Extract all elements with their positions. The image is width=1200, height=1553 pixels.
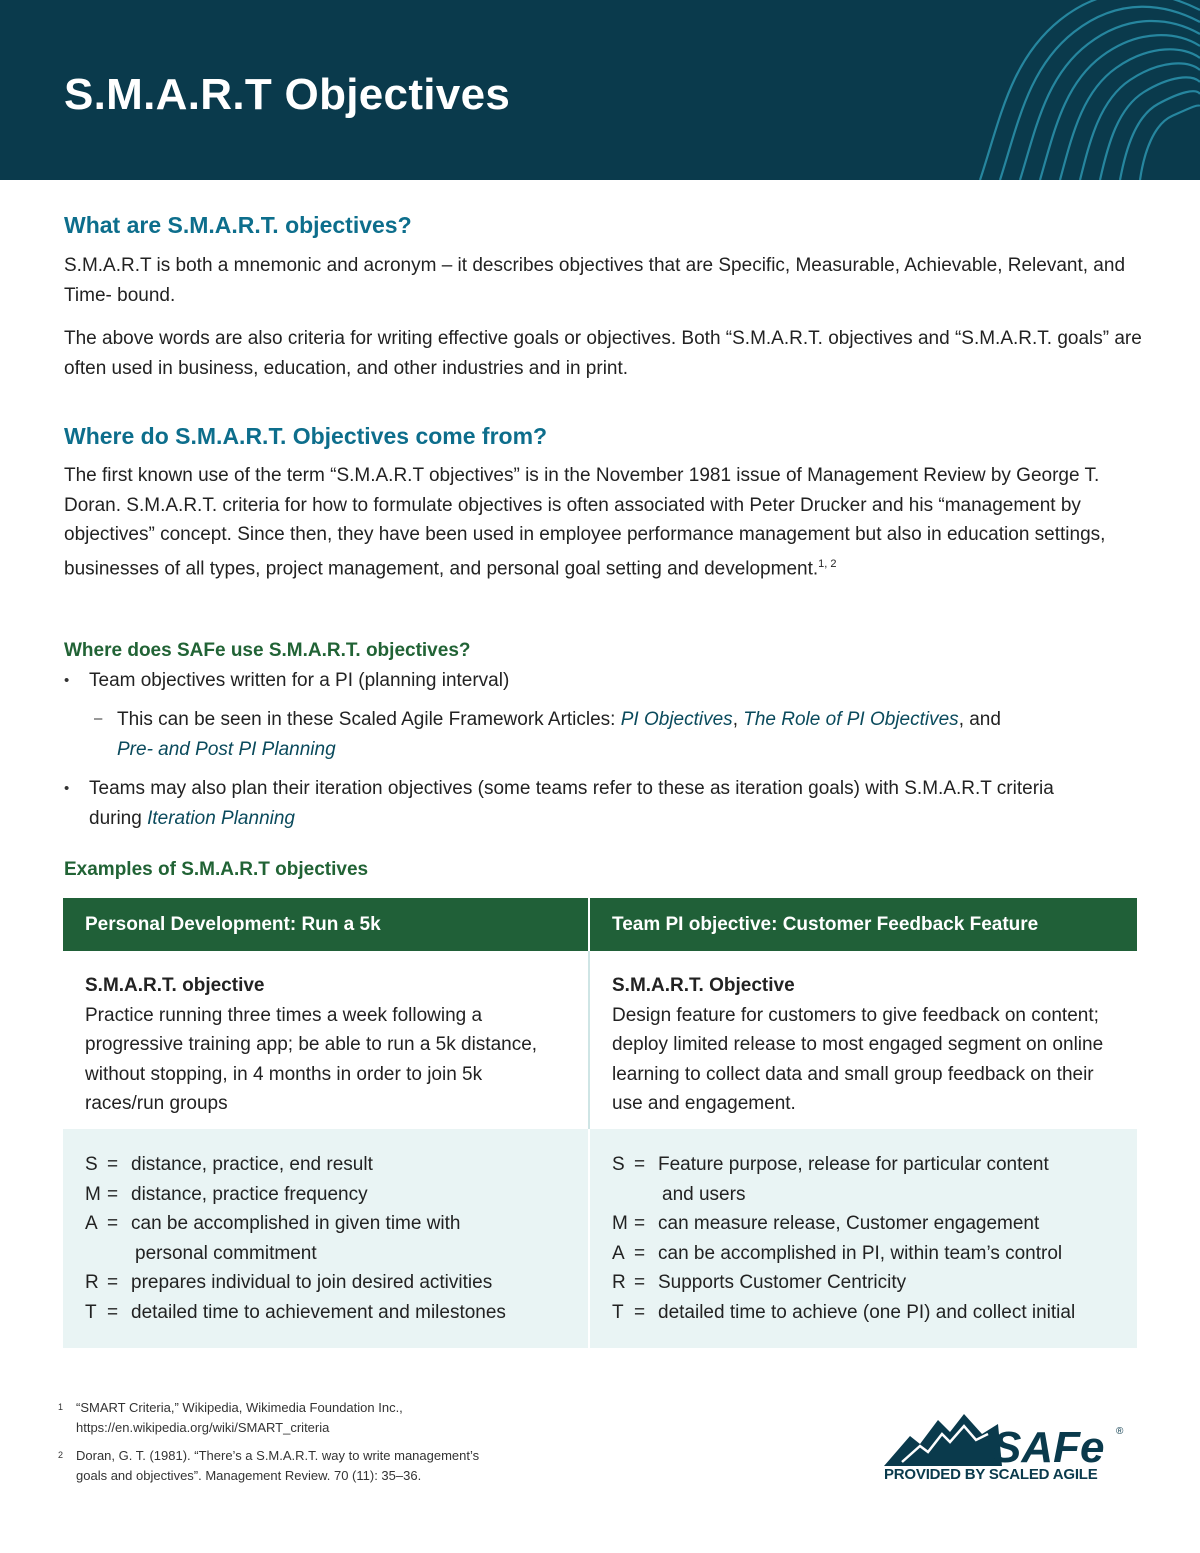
equals-sign: = <box>634 1154 646 1175</box>
sub-bullet-item <box>117 705 1127 764</box>
origin-text: The first known use of the term “S.M.A.R.T objectives” is in the November 1981 issue of Management Review by George T. Doran. S.M.A.R.T. criteria for how to formulate objectives is often associated with Peter Drucker and his “management by objectives” concept. Since then, they have been used in employee performance management but also in education settings, businesses of all types, project management, and personal goal setting and development. <box>64 465 1106 579</box>
objective-label: S.M.A.R.T. Objective <box>612 975 795 996</box>
bullet-mark: • <box>64 672 70 689</box>
criteria-text: distance, practice, end result <box>131 1154 373 1175</box>
criteria-cell-personal <box>63 1129 588 1348</box>
column-divider <box>588 1129 590 1348</box>
criteria-row <box>85 1298 568 1328</box>
equals-sign: = <box>634 1272 646 1293</box>
criteria-row <box>85 1150 568 1180</box>
equals-sign: = <box>634 1301 646 1323</box>
criteria-letter: M <box>85 1183 101 1205</box>
equals-sign: = <box>107 1183 119 1205</box>
criteria-letter: M <box>612 1213 628 1234</box>
footnote-number: 2 <box>58 1450 64 1460</box>
bullet-item: Team objectives written for a PI (planning interval) <box>89 670 510 691</box>
equals-sign: = <box>634 1213 646 1234</box>
criteria-row <box>85 1180 568 1210</box>
equals-sign: = <box>634 1242 646 1264</box>
column-header-team: Team PI objective: Customer Feedback Feature <box>590 898 1137 951</box>
examples-heading: Examples of S.M.A.R.T objectives <box>64 859 369 880</box>
criteria-text: can be accomplished in PI, within team’s control <box>658 1242 1063 1264</box>
svg-text:SAFe: SAFe <box>992 1423 1105 1470</box>
column-header-personal: Personal Development: Run a 5k <box>63 898 588 951</box>
footnote-number: 1 <box>58 1402 64 1412</box>
objective-label: S.M.A.R.T. objective <box>85 975 265 996</box>
separator: , <box>732 709 744 730</box>
equals-sign: = <box>107 1213 119 1234</box>
section-heading-what: What are S.M.A.R.T. objectives? <box>64 212 412 238</box>
criteria-letter: A <box>85 1213 98 1234</box>
link-pi-objectives[interactable]: PI Objectives <box>620 709 733 730</box>
criteria-row <box>612 1298 1117 1328</box>
criteria-letter: S <box>612 1154 625 1175</box>
examples-table <box>63 898 1137 1348</box>
objective-cell-team <box>590 951 1137 1129</box>
criteria-row <box>612 1239 1117 1269</box>
objective-cell-personal <box>63 951 588 1129</box>
footnote-refs: 1, 2 <box>818 557 837 570</box>
section-heading-origin: Where do S.M.A.R.T. Objectives come from? <box>64 423 548 449</box>
objective-text: Design feature for customers to give feedback on content; deploy limited release to most engaged segment on online learning to collect data and small group feedback on their use and engagement. <box>612 1004 1104 1114</box>
svg-text:®: ® <box>1116 1426 1124 1437</box>
sub-bullet-mark: – <box>94 710 103 727</box>
criteria-row <box>612 1268 1117 1298</box>
section-paragraph: S.M.A.R.T is both a mnemonic and acronym – it describes objectives that are Specific, Measurable, Achievable, Relevant, and Time- bound. <box>64 255 1126 306</box>
criteria-row <box>612 1150 1117 1180</box>
criteria-row <box>85 1268 568 1298</box>
equals-sign: = <box>107 1301 119 1323</box>
criteria-cell-team <box>590 1129 1137 1348</box>
header-banner <box>0 0 1200 180</box>
decorative-waves <box>940 0 1200 180</box>
criteria-letter: R <box>612 1272 626 1293</box>
page-title: S.M.A.R.T Objectives <box>64 70 511 119</box>
bullet-text: Teams may also plan their iteration objectives (some teams refer to these as iteration goals) with S.M.A.R.T criteria during <box>89 778 1054 829</box>
link-pre-post-pi-planning[interactable]: Pre- and Post PI Planning <box>117 738 336 760</box>
footnote-text: goals and objectives”. Management Review. 70 (11): 35–36. <box>76 1468 422 1483</box>
section-paragraph: The above words are also criteria for writing effective goals or objectives. Both “S.M.A.R.T. objectives and “S.M.A.R.T. goals” are often used in business, education, and other industries and in print. <box>64 328 1142 379</box>
equals-sign: = <box>107 1154 119 1175</box>
bullet-item <box>89 774 1099 833</box>
criteria-row <box>612 1209 1117 1239</box>
criteria-text: detailed time to achieve (one PI) and collect initial <box>658 1301 1076 1323</box>
criteria-text: prepares individual to join desired activities <box>131 1272 493 1293</box>
criteria-text: Feature purpose, release for particular content <box>658 1154 1049 1175</box>
section-paragraph <box>64 461 1144 583</box>
criteria-text: detailed time to achievement and milestones <box>131 1301 506 1323</box>
criteria-text: can measure release, Customer engagement <box>658 1213 1040 1234</box>
criteria-text: Supports Customer Centricity <box>658 1272 907 1293</box>
equals-sign: = <box>107 1272 119 1293</box>
column-divider <box>588 951 590 1129</box>
criteria-letter: R <box>85 1272 99 1293</box>
mountain-logo-icon <box>880 1410 1140 1470</box>
section-heading-safe-use: Where does SAFe use S.M.A.R.T. objectives? <box>64 640 471 661</box>
criteria-letter: S <box>85 1154 98 1175</box>
criteria-letter: T <box>612 1301 624 1323</box>
criteria-letter: T <box>85 1301 97 1323</box>
criteria-row-continued: personal commitment <box>135 1242 317 1264</box>
footnote-url: https://en.wikipedia.org/wiki/SMART_criteria <box>76 1420 330 1435</box>
link-iteration-planning[interactable]: Iteration Planning <box>147 807 295 829</box>
footnote-text: “SMART Criteria,” Wikipedia, Wikimedia Foundation Inc., <box>76 1400 403 1415</box>
criteria-letter: A <box>612 1242 625 1264</box>
criteria-row <box>85 1209 568 1239</box>
footnote-2 <box>58 1446 480 1486</box>
objective-text: Practice running three times a week following a progressive training app; be able to run a 5k distance, without stopping, in 4 months in order to join 5k races/run groups <box>85 1004 538 1114</box>
logo-tagline: PROVIDED BY SCALED AGILE <box>884 1466 1098 1483</box>
sub-bullet-text: This can be seen in these Scaled Agile Framework Articles: <box>117 709 621 730</box>
criteria-text: distance, practice frequency <box>131 1183 368 1205</box>
link-role-of-pi-objectives[interactable]: The Role of PI Objectives <box>743 709 959 730</box>
criteria-row-continued: and users <box>662 1183 746 1205</box>
separator: , and <box>958 709 1001 730</box>
footnote-1 <box>58 1398 403 1438</box>
criteria-text: can be accomplished in given time with <box>131 1213 461 1234</box>
footnote-text: Doran, G. T. (1981). “There’s a S.M.A.R.T. way to write management’s <box>76 1448 480 1463</box>
bullet-mark: • <box>64 780 70 797</box>
